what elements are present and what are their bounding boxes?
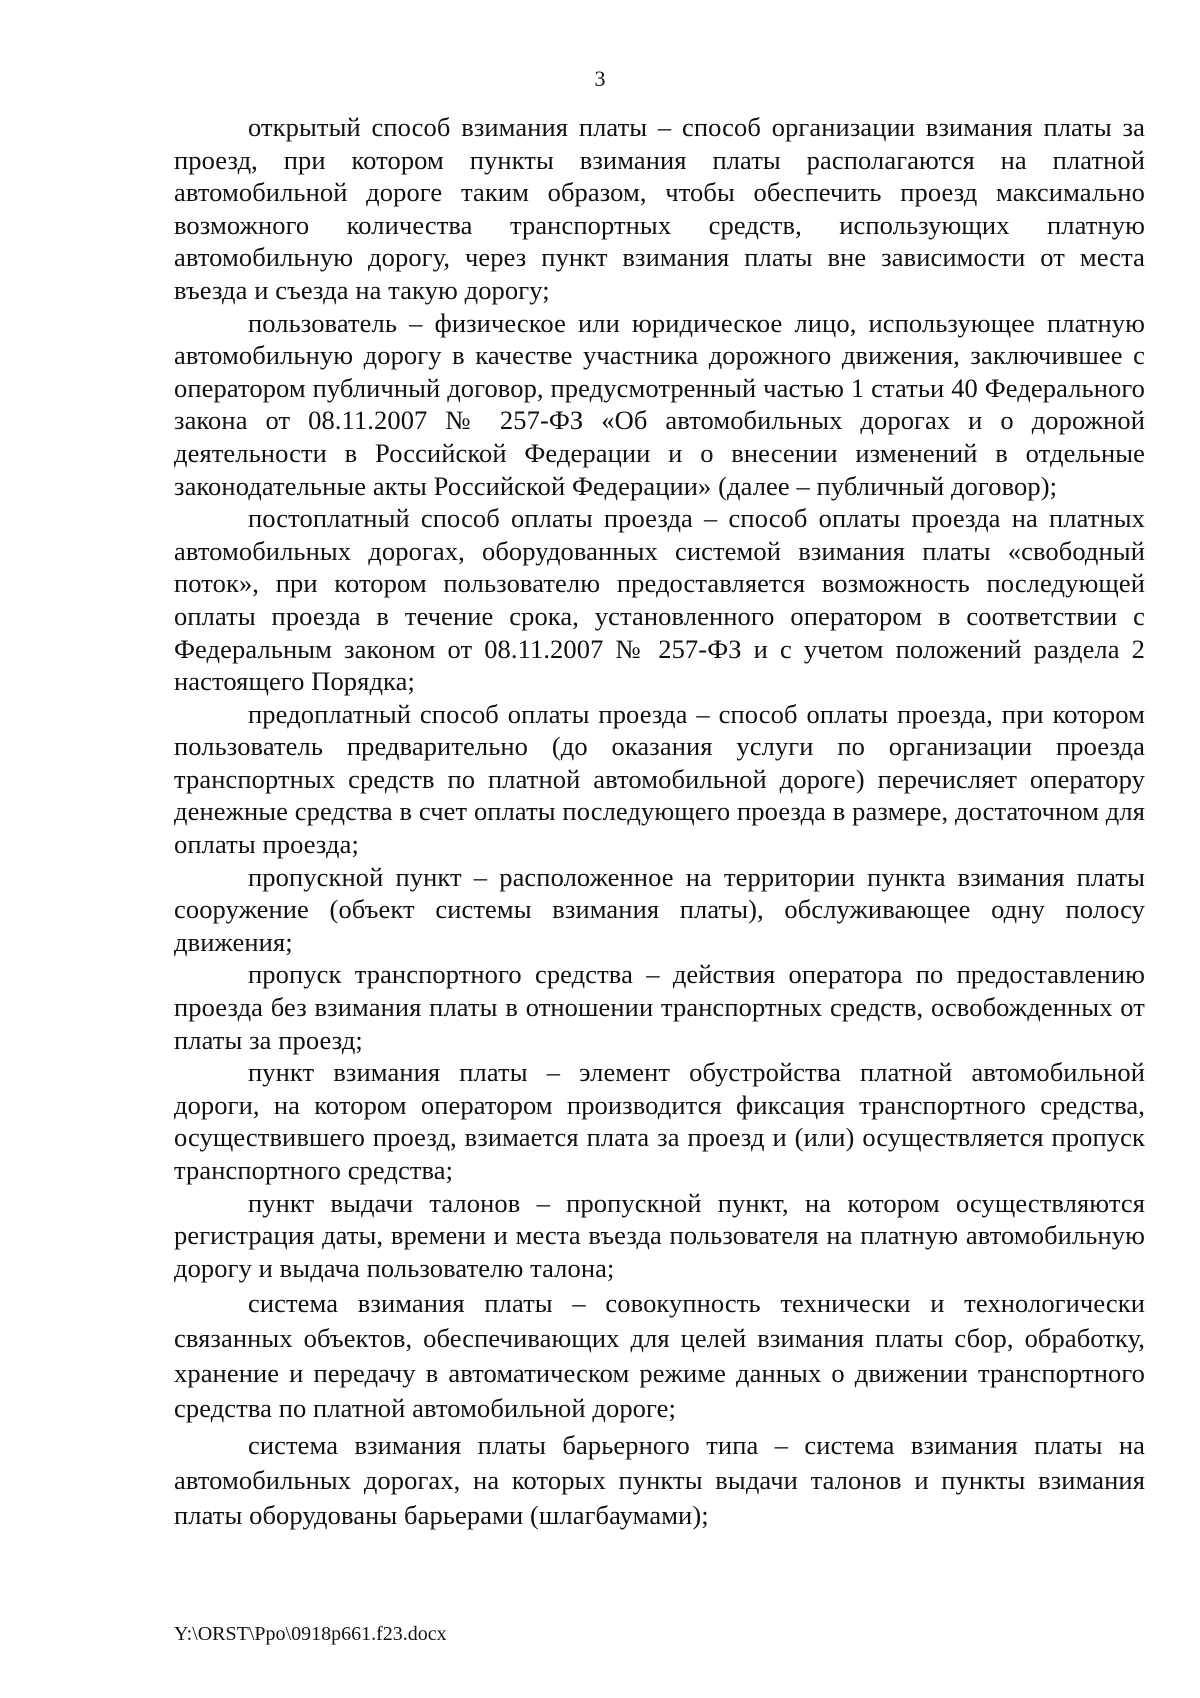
paragraph-checkpoint: пропускной пункт – расположенное на территории пункта взимания платы сооружение (объект системы взимания платы), обслуживающее одну полосу движения; <box>174 861 1145 957</box>
paragraph-prepaid-method: предоплатный способ оплаты проезда – способ оплаты проезда, при котором пользователь предварительно (до оказания услуги по организации проезда транспортных средств по платной автомобильной дороге) перечисляет оператору денежные средства в счет оплаты последующего проезда в размере, достаточном для оплаты проезда; <box>174 698 1145 860</box>
page-number: 3 <box>594 66 606 91</box>
paragraph-open-payment-method: открытый способ взимания платы – способ организации взимания платы за проезд, при котором пункты взимания платы располагаются на платной автомобильной дороге таким образом, чтобы обеспечить проезд максимально возможного количества транспортных средств, использующих платную автомобильную дорогу, через пункт взимания платы вне зависимости от места въезда и съезда на такую дорогу; <box>174 112 1145 305</box>
paragraph-user-definition: пользователь – физическое или юридическое лицо, использующее платную автомобильную дорогу в качестве участника дорожного движения, заключившее с оператором публичный договор, предусмотренный частью 1 статьи 40 Федерального закона от 08.11.2007 № 257-ФЗ «Об автомобильных дорогах и о дорожной деятельности в Российской Федерации и о внесении изменений в отдельные законодательные акты Российской Федерации» (далее – публичный договор); <box>174 307 1145 501</box>
paragraph-toll-point: пункт взимания платы – элемент обустройства платной автомобильной дороги, на котором оператором производится фиксация транспортного средства, осуществившего проезд, взимается плата за проезд и (или) осуществляется пропуск транспортного средства; <box>174 1057 1145 1185</box>
paragraph-barrier-toll-system: система взимания платы барьерного типа – система взимания платы на автомобильных дорогах, на которых пункты выдачи талонов и пункты взимания платы оборудованы барьерами (шлагбаумами); <box>174 1430 1145 1531</box>
document-body <box>174 111 1145 1533</box>
paragraph-ticket-issue-point: пункт выдачи талонов – пропускной пункт, на котором осуществляются регистрация даты, времени и места въезда пользователя на платную автомобильную дорогу и выдача пользователю талона; <box>174 1187 1145 1283</box>
paragraph-postpaid-method: постоплатный способ оплаты проезда – способ оплаты проезда на платных автомобильных дорогах, оборудованных системой взимания платы «свободный поток», при котором пользователю предоставляется возможность последующей оплаты проезда в течение срока, установленного оператором в соответствии с Федеральным законом от 08.11.2007 № 257-ФЗ и с учетом положений раздела 2 настоящего Порядка; <box>174 503 1145 697</box>
paragraph-vehicle-pass: пропуск транспортного средства – действия оператора по предоставлению проезда без взимания платы в отношении транспортных средств, освобожденных от платы за проезд; <box>174 959 1145 1055</box>
paragraph-toll-system: система взимания платы – совокупность технически и технологически связанных объектов, обеспечивающих для целей взимания платы сбор, обработку, хранение и передачу в автоматическом режиме данных о движении транспортного средства по платной автомобильной дороге; <box>174 1288 1145 1424</box>
footer-file-path: Y:\ORST\Ppo\0918p661.f23.docx <box>174 1623 447 1645</box>
